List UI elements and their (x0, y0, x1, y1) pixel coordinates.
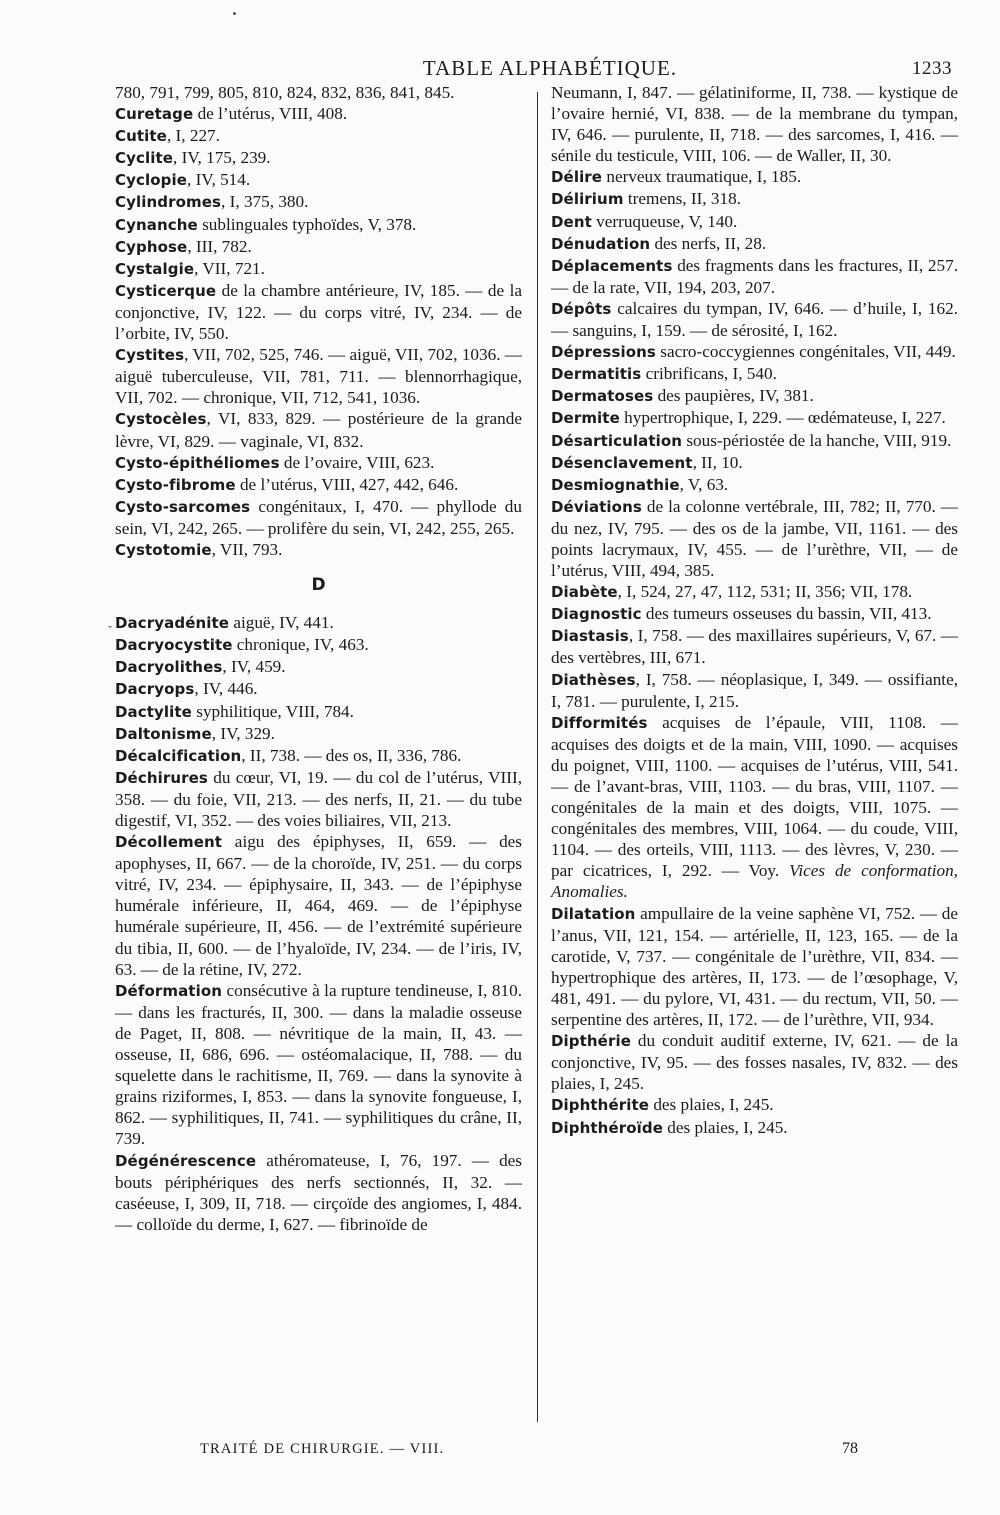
entry-see-also: Vices de conformation, Anomalies. (551, 861, 958, 902)
entry-term: Difformités (551, 713, 648, 732)
entry-references: sous-périostée de la hanche, VIII, 919. (682, 430, 952, 450)
index-entry (115, 496, 522, 539)
index-entry (551, 1117, 958, 1139)
index-entry (115, 634, 522, 656)
entry-references: , VII, 702, 525, 746. — aiguë, VII, 702, 1036. — aiguë tuberculeuse, VII, 781, 711. — blennorrhagique, VII, 702. — chronique, VII, 712, 541, 1036. (115, 345, 522, 408)
entry-references: de la colonne vertébrale, III, 782; II, 770. — du nez, IV, 795. — des os de la jambe, VII, 1161. — des points lacrymaux, IV, 455. — de l’urèthre, VII, — de l’utérus, VIII, 494, 385. (551, 496, 958, 581)
index-entry (115, 767, 522, 831)
entry-term: Dermatitis (551, 365, 642, 384)
index-entry (551, 430, 958, 452)
footer-signature: 78 (842, 1440, 858, 1457)
entry-term: Desmiognathie (551, 475, 680, 494)
entry-term: Diagnostic (551, 605, 642, 624)
index-entry (551, 712, 958, 903)
entry-term: Cysto-épithéliomes (115, 453, 280, 472)
index-entry (115, 147, 522, 169)
left-column (115, 82, 522, 1235)
index-entry (115, 723, 522, 745)
index-entry (115, 408, 522, 451)
entry-references: , I, 758. — néoplasique, I, 349. — ossifiante, I, 781. — purulente, I, 215. (551, 669, 958, 711)
entry-references: tremens, II, 318. (623, 189, 741, 209)
index-entry (551, 452, 958, 474)
entry-term: Dermite (551, 409, 620, 428)
entry-term: Déviations (551, 497, 642, 516)
entry-term: Dermatoses (551, 387, 654, 406)
entry-references: hypertrophique, I, 229. — œdémateuse, I, 227. (619, 408, 946, 428)
entry-references: , I, 227. (166, 126, 220, 146)
entry-term: Cysticerque (115, 281, 217, 300)
entry-references: des tumeurs osseuses du bassin, VII, 413. (641, 604, 932, 624)
entry-references: de l’ovaire, VIII, 623. (279, 452, 435, 472)
entry-term: Dépôts (551, 299, 612, 318)
entry-term: Dépressions (551, 343, 656, 362)
entry-references: ampullaire de la veine saphène VI, 752. — de l’anus, VII, 121, 154. — artérielle, II, 123, 165. — de la carotide, V, 737. — congénitale de l’urèthre, VII, 834. — hypertrophique des artères, II, 173. — de l’œsophage, V, 481, 491. — du pylore, VI, 431. — du rectum, VII, 50. — serpentine des artères, II, 172. — de l’urèthre, VII, 934. (551, 903, 958, 1030)
entry-term: Dactylite (115, 702, 192, 721)
entry-term: Dipthérie (551, 1032, 631, 1051)
entry-references: , I, 758. — des maxillaires supérieurs, V, 67. — des vertèbres, III, 671. (551, 626, 958, 668)
index-entry (551, 496, 958, 581)
entry-term: Diabète (551, 583, 618, 602)
section-letter: D (311, 575, 326, 596)
entries-c (115, 82, 522, 561)
entry-term: Délire (551, 168, 603, 187)
entry-term: Déchirures (115, 768, 208, 787)
index-entry (551, 211, 958, 233)
index-entry (115, 103, 522, 125)
entry-references: de l’utérus, VIII, 408. (193, 104, 348, 124)
entry-term: Cystotomie (115, 540, 212, 559)
entry-references: , VII, 793. (211, 539, 283, 559)
index-entry (551, 255, 958, 298)
entry-term: Cystites (115, 346, 185, 365)
entry-term: Décollement (115, 833, 223, 852)
index-entry (115, 125, 522, 147)
entry-term: Cyphose (115, 237, 188, 256)
entry-references: , II, 10. (692, 452, 743, 472)
entry-references: du cœur, VI, 19. — du col de l’utérus, VIII, 358. — du foie, VII, 213. — des nerfs, II, 21. — du tube digestif, VI, 352. — des voies biliaires, VII, 213. (115, 767, 522, 830)
index-entry (551, 363, 958, 385)
entry-references: , IV, 459. (222, 657, 286, 677)
entry-term: Dilatation (551, 904, 636, 923)
entry-references: , IV, 175, 239. (173, 148, 271, 168)
entry-term: Diastasis (551, 627, 629, 646)
right-column (551, 82, 958, 1139)
entries-d-right (551, 82, 958, 1139)
page-number: 1233 (912, 58, 952, 79)
entry-references: des plaies, I, 245. (663, 1117, 788, 1137)
index-entry (115, 258, 522, 280)
index-entry (551, 233, 958, 255)
entry-references: calcaires du tympan, IV, 646. — d’huile, I, 162. — sanguins, I, 159. — de sérosité, I, 162. (551, 298, 958, 341)
entry-term: Cystocèles (115, 410, 207, 429)
entry-references: acquises de l’épaule, VIII, 1108. — acquises des doigts et de la main, VIII, 1090. — acquises du poignet, VIII, 1100. — acquises de l’utérus, VIII, 541. — de l’avant-bras, VIII, 1103. — du bras, VIII, 1107. — congénitales de la main et des doigts, VIII, 1075. — congénitales des membres, VIII, 1064. — du coude, VIII, 1104. — des orteils, VIII, 1113. — des lèvres, V, 230. — par cicatrices, I, 292. — Voy. (551, 712, 958, 881)
index-entry (551, 407, 958, 429)
index-entry (115, 214, 522, 236)
index-entry (115, 656, 522, 678)
index-entry (115, 678, 522, 700)
index-entry (115, 280, 522, 344)
entry-term: Dacryocystite (115, 636, 233, 655)
index-entry (115, 1150, 522, 1235)
entry-references: de l’utérus, VIII, 427, 442, 646. (235, 474, 459, 494)
entry-references: , VI, 833, 829. — postérieure de la grande lèvre, VI, 829. — vaginale, VI, 832. (115, 409, 522, 451)
entry-references: chronique, IV, 463. (232, 635, 369, 655)
entry-references: cribrificans, I, 540. (641, 364, 777, 384)
entry-references: congénitaux, I, 470. — phyllode du sein, VI, 242, 265. — prolifère du sein, VI, 242, 255, 265. (115, 496, 522, 538)
entry-term: Cystalgie (115, 259, 195, 278)
index-entry (115, 745, 522, 767)
entry-term: Cyclopie (115, 171, 187, 190)
index-entry (115, 831, 522, 980)
entry-references: 780, 791, 799, 805, 810, 824, 832, 836, 841, 845. (115, 83, 455, 102)
entry-references: , IV, 329. (211, 723, 275, 743)
index-entry (115, 539, 522, 561)
entry-term: Cysto-sarcomes (115, 497, 251, 516)
entry-term: Délirium (551, 190, 624, 209)
index-entry (115, 612, 522, 634)
index-entry (551, 341, 958, 363)
entry-term: Dénudation (551, 234, 651, 253)
entry-term: Désenclavement (551, 453, 693, 472)
entry-references: consécutive à la rupture tendineuse, I, 810. — dans les fracturés, II, 300. — dans la maladie osseuse de Paget, II, 808. — névritique de la main, II, 43. — osseuse, II, 686, 696. — ostéomalacique, II, 788. — du squelette dans le rachitisme, II, 769. — dans la synovite à grains riziformes, I, 853. — dans la synovite fongueuse, I, 862. — syphilitiques, II, 741. — syphilitiques du crâne, II, 739. (115, 980, 522, 1149)
entry-term: Diphthérite (551, 1096, 650, 1115)
entry-references: de la chambre antérieure, IV, 185. — de la conjonctive, IV, 122. — du corps vitré, IV, 234. — de l’orbite, IV, 550. (115, 280, 522, 344)
entry-term: Cutite (115, 127, 167, 146)
index-entry (551, 474, 958, 496)
entry-references: , II, 738. — des os, II, 336, 786. (241, 745, 462, 765)
entry-references: des fragments dans les fractures, II, 257. — de la rate, VII, 194, 203, 207. (551, 255, 958, 297)
column-divider (537, 92, 538, 1422)
entry-term: Dacryadénite (115, 614, 230, 633)
entry-references: aiguë, IV, 441. (229, 613, 334, 633)
entries-d-left (115, 612, 522, 1235)
index-entry (115, 169, 522, 191)
entry-term: Désarticulation (551, 431, 683, 450)
index-entry (551, 903, 958, 1031)
entry-term: Décalcification (115, 746, 242, 765)
print-speck (233, 12, 236, 15)
entry-references: du conduit auditif externe, IV, 621. — de la conjonctive, IV, 95. — des fosses nasales, IV, 832. — des plaies, I, 245. (551, 1031, 958, 1094)
entry-references: sublinguales typhoïdes, V, 378. (197, 214, 417, 234)
entry-references: des nerfs, II, 28. (650, 233, 767, 253)
index-entry (551, 166, 958, 188)
entry-term: Cysto-fibrome (115, 475, 236, 494)
entry-term: Diathèses (551, 670, 636, 689)
index-entry (115, 82, 522, 103)
entry-references: des paupières, IV, 381. (653, 386, 814, 406)
entry-term: Cylindromes (115, 193, 222, 212)
entry-references: Neumann, I, 847. — gélatiniforme, II, 738. — kystique de l’ovaire hernié, VI, 838. — de la membrane du tympan, IV, 646. — purulente, II, 718. — des sarcomes, I, 416. — sénile du testicule, VIII, 106. — de Waller, II, 30. (551, 83, 958, 166)
index-entry (115, 191, 522, 213)
entry-references: nerveux traumatique, I, 185. (602, 167, 802, 187)
entry-references: athéromateuse, I, 76, 197. — des bouts périphériques des nerfs sectionnés, II, 32. — caséeuse, I, 309, II, 718. — cirçoïde des angiomes, I, 484. — colloïde du derme, I, 627. — fibrinoïde de (115, 1150, 522, 1234)
entry-references: aigu des épiphyses, II, 659. — des apophyses, II, 667. — de la choroïde, IV, 251. — du corps vitré, IV, 234. — épiphysaire, II, 343. — de l’épiphyse humérale inférieure, II, 464, 469. — de l’épiphyse humérale supérieure, II, 456. — de l’extrémité supérieure du tibia, II, 600. — de l’hyaloïde, IV, 234. — de l’iris, IV, 63. — de la rétine, IV, 272. (115, 832, 522, 979)
margin-mark: ˇ (108, 623, 112, 637)
entry-references: , VII, 721. (194, 258, 265, 278)
index-entry (115, 701, 522, 723)
entry-references: des plaies, I, 245. (649, 1095, 774, 1115)
index-entry (551, 188, 958, 210)
index-entry (551, 82, 958, 166)
index-entry (115, 452, 522, 474)
entry-references: , I, 375, 380. (221, 192, 309, 212)
entry-references: , I, 524, 27, 47, 112, 531; II, 356; VII, 178. (617, 582, 913, 602)
entry-term: Cynanche (115, 215, 198, 234)
entry-term: Curetage (115, 105, 194, 124)
index-entry (551, 581, 958, 603)
entry-references: sacro-coccygiennes congénitales, VII, 449. (655, 342, 956, 362)
entry-references: , III, 782. (187, 236, 252, 256)
running-title: TABLE ALPHABÉTIQUE. (422, 56, 678, 80)
index-entry (551, 385, 958, 407)
entry-references: , IV, 446. (194, 679, 258, 699)
entry-term: Dégénérescence (115, 1151, 257, 1170)
index-entry (115, 474, 522, 496)
index-entry (115, 236, 522, 258)
entry-term: Diphthéroïde (551, 1118, 663, 1137)
entry-term: Dacryops (115, 680, 195, 699)
entry-term: Déformation (115, 981, 223, 1000)
entry-references: verruqueuse, V, 140. (591, 211, 738, 231)
index-entry (551, 298, 958, 341)
index-entry (551, 625, 958, 668)
index-entry (551, 1094, 958, 1116)
entry-references: syphilitique, VIII, 784. (191, 701, 354, 721)
entry-references: , IV, 514. (186, 170, 251, 190)
footer-book-title: TRAITÉ DE CHIRURGIE. — VIII. (200, 1441, 445, 1457)
entry-term: Dent (551, 212, 592, 231)
index-entry (551, 669, 958, 712)
entry-term: Cyclite (115, 149, 174, 168)
index-entry (115, 344, 522, 408)
entry-term: Déplacements (551, 256, 673, 275)
index-entry (115, 980, 522, 1150)
entry-term: Daltonisme (115, 724, 212, 743)
index-entry (551, 603, 958, 625)
entry-term: Dacryolithes (115, 658, 223, 677)
entry-references: , V, 63. (679, 474, 729, 494)
index-entry (551, 1030, 958, 1094)
